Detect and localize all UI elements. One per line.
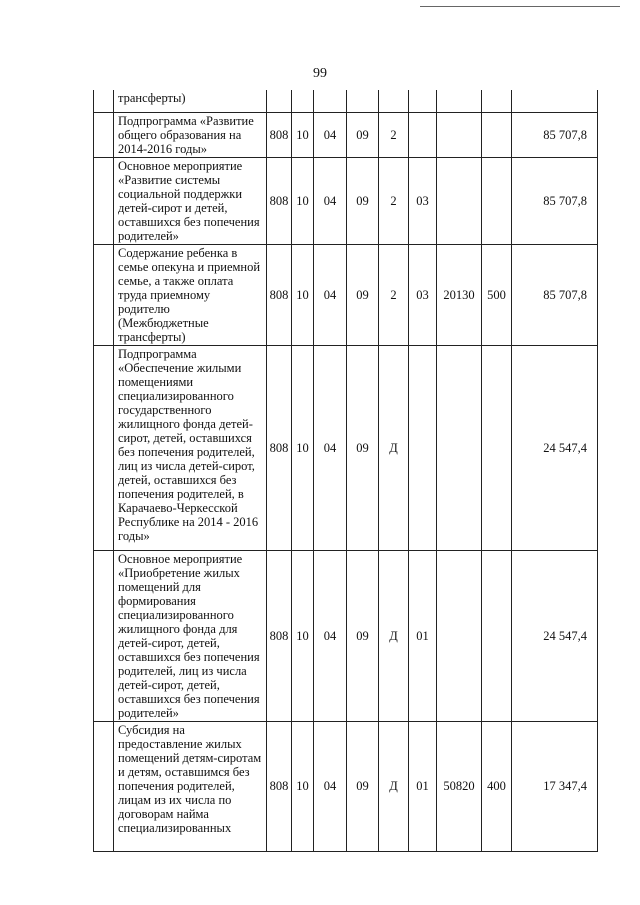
description-cell: Подпрограмма «Развитие общего образования на 2014-2016 годы» [114,112,267,157]
section-cell: 10 [292,550,314,721]
table-row [94,90,598,112]
amount-cell: 17 347,4 [512,721,598,851]
table-row [94,721,598,851]
event-cell [409,345,437,550]
row-number-cell [94,721,114,851]
row-number-cell [94,157,114,244]
section-cell: 10 [292,157,314,244]
type-cell [482,550,512,721]
admin-cell: 808 [267,157,292,244]
type-cell [482,157,512,244]
direction-cell [437,157,482,244]
section-cell [292,90,314,112]
event-cell [409,90,437,112]
program-cell: 09 [347,550,379,721]
type-cell [482,112,512,157]
description-cell: трансферты) [114,90,267,112]
top-scan-rule [420,6,620,7]
type-cell [482,90,512,112]
row-number-cell [94,550,114,721]
subsection-cell: 04 [314,550,347,721]
description-cell: Субсидия на предоставление жилых помещений детям-сиротам и детям, оставшимся без попечения родителей, лицам из их числа по договорам найма специализированных [114,721,267,851]
subsection-cell: 04 [314,112,347,157]
direction-cell [437,550,482,721]
type-cell: 500 [482,244,512,345]
row-number-cell [94,244,114,345]
subsection-cell [314,90,347,112]
section-cell: 10 [292,721,314,851]
subprogram-cell: Д [379,550,409,721]
description-cell: Основное мероприятие «Развитие системы социальной поддержки детей-сирот и детей, оставшихся без попечения родителей» [114,157,267,244]
direction-cell [437,345,482,550]
subsection-cell: 04 [314,244,347,345]
subprogram-cell: 2 [379,112,409,157]
section-cell: 10 [292,345,314,550]
subsection-cell: 04 [314,721,347,851]
row-number-cell [94,345,114,550]
subprogram-cell: 2 [379,157,409,244]
section-cell: 10 [292,112,314,157]
table-row [94,112,598,157]
event-cell: 01 [409,721,437,851]
subprogram-cell: Д [379,721,409,851]
admin-cell: 808 [267,550,292,721]
type-cell [482,345,512,550]
direction-cell [437,112,482,157]
admin-cell: 808 [267,721,292,851]
direction-cell [437,90,482,112]
event-cell: 03 [409,244,437,345]
row-number-cell [94,90,114,112]
subprogram-cell: 2 [379,244,409,345]
program-cell: 09 [347,345,379,550]
event-cell [409,112,437,157]
amount-cell [512,90,598,112]
amount-cell: 85 707,8 [512,112,598,157]
admin-cell [267,90,292,112]
description-cell: Основное мероприятие «Приобретение жилых помещений для формирования специализированного жилищного фонда для детей-сирот, детей, оставшихся без попечения родителей, лиц из числа детей-сирот, детей, оставшихся без попечения родителей» [114,550,267,721]
direction-cell: 20130 [437,244,482,345]
type-cell: 400 [482,721,512,851]
description-cell: Содержание ребенка в семье опекуна и приемной семье, а также оплата труда приемному родителю (Межбюджетные трансферты) [114,244,267,345]
table-row [94,550,598,721]
amount-cell: 24 547,4 [512,550,598,721]
budget-table [93,90,598,852]
amount-cell: 24 547,4 [512,345,598,550]
program-cell: 09 [347,721,379,851]
description-cell: Подпрограмма «Обеспечение жилыми помещениями специализированного государственного жилищного фонда детей-сирот, детей, оставшихся без попечения родителей, лиц из числа детей-сирот, детей, оставшихся без попечения родителей, в Карачаево-Черкесской Республике на 2014 - 2016 годы» [114,345,267,550]
event-cell: 01 [409,550,437,721]
event-cell: 03 [409,157,437,244]
table-row [94,244,598,345]
subsection-cell: 04 [314,345,347,550]
admin-cell: 808 [267,244,292,345]
program-cell [347,90,379,112]
subsection-cell: 04 [314,157,347,244]
amount-cell: 85 707,8 [512,157,598,244]
table-row [94,157,598,244]
section-cell: 10 [292,244,314,345]
row-number-cell [94,112,114,157]
program-cell: 09 [347,244,379,345]
subprogram-cell [379,90,409,112]
program-cell: 09 [347,112,379,157]
amount-cell: 85 707,8 [512,244,598,345]
direction-cell: 50820 [437,721,482,851]
page-number: 99 [313,66,327,81]
admin-cell: 808 [267,345,292,550]
program-cell: 09 [347,157,379,244]
admin-cell: 808 [267,112,292,157]
table-row [94,345,598,550]
subprogram-cell: Д [379,345,409,550]
